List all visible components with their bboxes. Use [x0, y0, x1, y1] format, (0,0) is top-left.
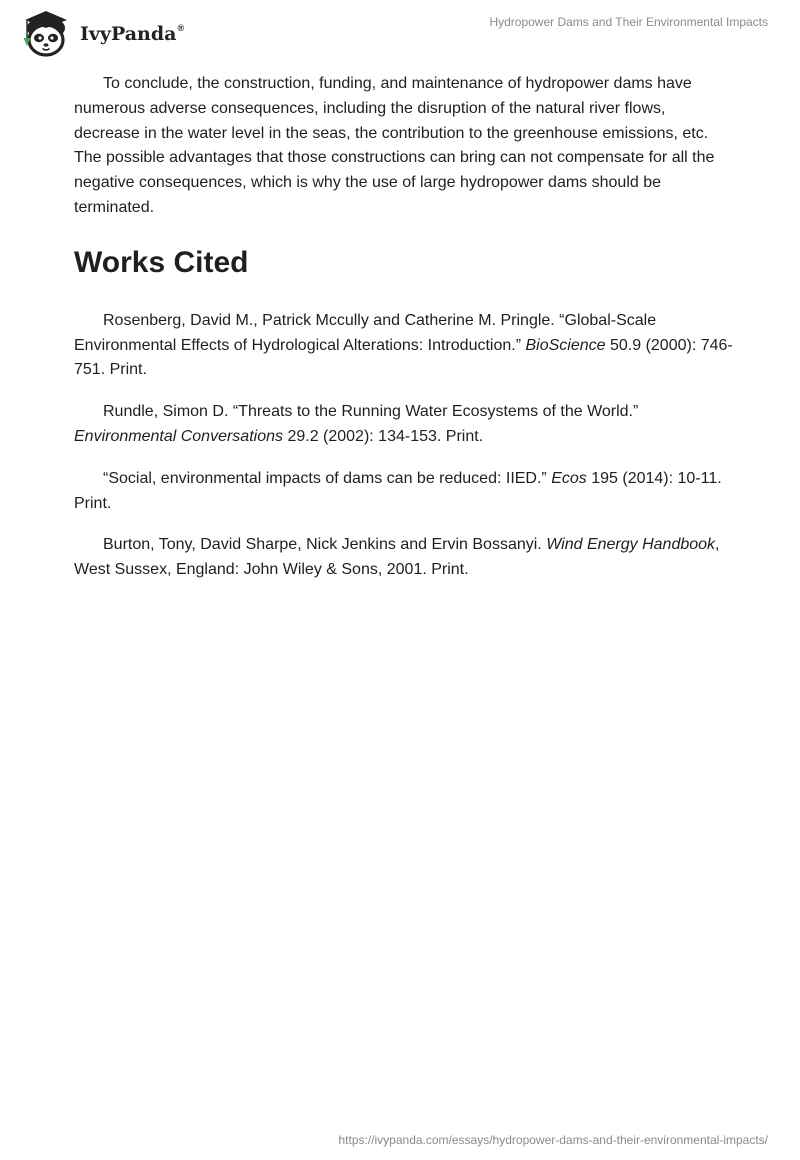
citation-text: “Social, environmental impacts of dams can be reduced: IIED.” — [103, 469, 552, 487]
citation-details: 50.9 (2000): 746-751. Print. — [74, 336, 733, 379]
citation-source: BioScience — [525, 336, 606, 354]
citation-details: , West Sussex, England: John Wiley & Sons, 2001. Print. — [74, 536, 720, 579]
citation-source: Ecos — [551, 469, 587, 487]
page-header — [0, 0, 800, 62]
conclusion-paragraph: To conclude, the construction, funding, and maintenance of hydropower dams have numerous adverse consequences, including the disruption of the natural river flows, decrease in the water level in the seas, the contribution to the greenhouse emissions, etc. The possible advantages that those constructions can bring can not compensate for all the negative consequences, which is why the use of large hydropower dams should be terminated. — [74, 75, 715, 216]
citation-entry — [74, 467, 734, 517]
document-title: Hydropower Dams and Their Environmental Impacts — [489, 15, 768, 29]
logo-wordmark — [80, 23, 184, 45]
ivypanda-logo[interactable] — [14, 9, 184, 57]
source-url[interactable]: https://ivypanda.com/essays/hydropower-dams-and-their-environmental-impacts/ — [338, 1133, 768, 1147]
citation-entry — [74, 400, 734, 450]
citation-details: 29.2 (2002): 134-153. Print. — [283, 427, 484, 445]
citation-source: Environmental Conversations — [74, 427, 283, 445]
citation-text: Burton, Tony, David Sharpe, Nick Jenkins and Ervin Bossanyi. — [103, 536, 547, 554]
citation-details: 195 (2014): 10-11. Print. — [74, 469, 722, 512]
essay-content — [74, 72, 734, 600]
citation-source: Wind Energy Handbook — [546, 536, 716, 554]
works-cited-heading: Works Cited — [74, 245, 249, 279]
registered-mark: ® — [177, 23, 185, 33]
citation-entry — [74, 309, 734, 383]
citation-text: Rundle, Simon D. “Threats to the Running Water Ecosystems of the World.” — [103, 403, 639, 421]
citation-entry — [74, 533, 734, 583]
logo-text: IvyPanda — [80, 23, 177, 45]
citation-list — [74, 309, 734, 583]
panda-graduate-icon — [14, 9, 74, 57]
citation-text: Rosenberg, David M., Patrick Mccully and Catherine M. Pringle. “Global-Scale Environmental Effects of Hydrological Alterations: Introduction.” — [74, 311, 657, 354]
